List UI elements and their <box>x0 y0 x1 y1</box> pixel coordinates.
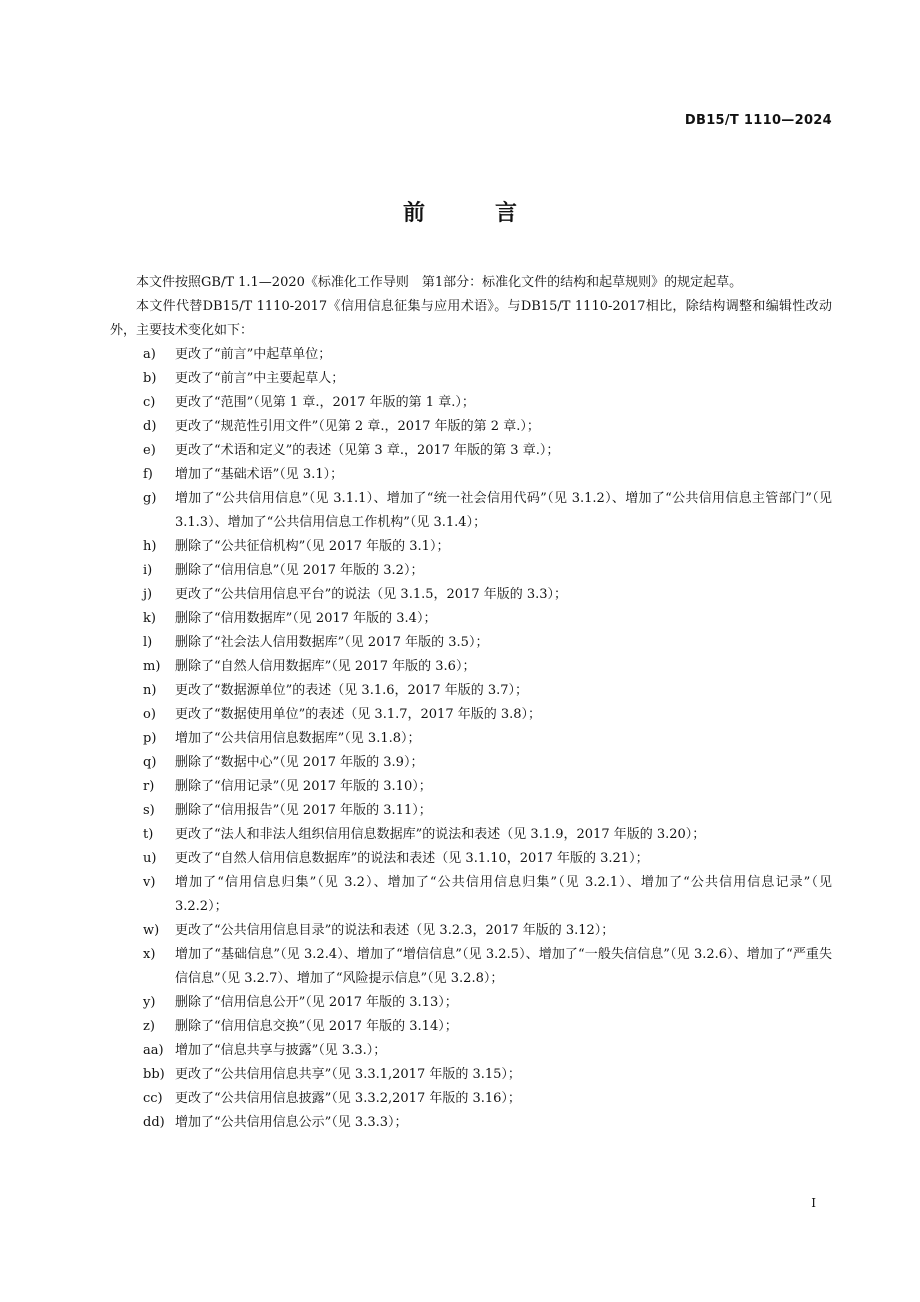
list-item <box>110 679 832 703</box>
list-item-text: 更改了“数据源单位”的表述（见 3.1.6，2017 年版的 3.7）； <box>175 683 529 698</box>
list-item-text: 删除了“公共征信机构”（见 2017 年版的 3.1）； <box>175 539 450 554</box>
list-item-text: 更改了“公共信用信息目录”的说法和表述（见 3.2.3，2017 年版的 3.12）； <box>175 923 615 938</box>
list-item-text: 增加了“信息共享与披露”（见 3.3.）； <box>175 1043 387 1058</box>
list-item <box>110 391 832 415</box>
list-item <box>110 1039 832 1063</box>
list-item <box>110 871 832 919</box>
list-item-text: 删除了“信用报告”（见 2017 年版的 3.11）； <box>175 803 432 818</box>
list-item-text: 增加了“公共信用信息公示”（见 3.3.3）； <box>175 1115 408 1130</box>
list-item <box>110 655 832 679</box>
list-item-marker: s) <box>143 803 155 818</box>
list-item-marker: f) <box>143 467 153 482</box>
list-item-text: 删除了“数据中心”（见 2017 年版的 3.9）； <box>175 755 424 770</box>
list-item-marker: b) <box>143 371 157 386</box>
list-item-marker: g) <box>143 491 157 506</box>
list-item-text: 更改了“范围”（见第 1 章.，2017 年版的第 1 章.）； <box>175 395 475 410</box>
list-item-marker: r) <box>143 779 155 794</box>
list-item-text: 增加了“公共信用信息数据库”（见 3.1.8）； <box>175 731 421 746</box>
list-item-marker: dd) <box>143 1115 165 1130</box>
list-item-text: 更改了“公共信用信息平台”的说法（见 3.1.5，2017 年版的 3.3）； <box>175 587 568 602</box>
list-item-marker: y) <box>143 995 156 1010</box>
list-item <box>110 1015 832 1039</box>
paragraph-drafting-basis: 本文件按照GB/T 1.1—2020《标准化工作导则 第1部分：标准化文件的结构和起草规则》的规定起草。 <box>136 275 743 290</box>
list-item <box>110 439 832 463</box>
list-item-marker: l) <box>143 635 153 650</box>
list-item <box>110 727 832 751</box>
list-item <box>110 1111 832 1135</box>
list-item-text: 增加了“基础信息”（见 3.2.4）、增加了“增信信息”（见 3.2.5）、增加了“一般失信信息”（见 3.2.6）、增加了“严重失信信息”（见 3.2.7）、增加了“风险提示信息”（见 3.2.8）； <box>175 947 832 986</box>
list-item-marker: o) <box>143 707 156 722</box>
list-item-text: 更改了“自然人信用信息数据库”的说法和表述（见 3.1.10，2017 年版的 3.21）； <box>175 851 649 866</box>
list-item <box>110 535 832 559</box>
list-item-marker: e) <box>143 443 156 458</box>
list-item <box>110 775 832 799</box>
list-item-text: 更改了“前言”中起草单位； <box>175 347 332 362</box>
list-item-text: 增加了“公共信用信息”（见 3.1.1）、增加了“统一社会信用代码”（见 3.1.2）、增加了“公共信用信息主管部门”（见 3.1.3）、增加了“公共信用信息工作机构”（见 3.1.4）； <box>175 491 832 530</box>
list-item-marker: x) <box>143 947 156 962</box>
document-body <box>110 271 832 1135</box>
list-item-marker: c) <box>143 395 156 410</box>
list-item-marker: z) <box>143 1019 155 1034</box>
list-item <box>110 943 832 991</box>
list-item <box>110 487 832 535</box>
list-item-marker: k) <box>143 611 156 626</box>
list-item-text: 更改了“公共信用信息共享”（见 3.3.1,2017 年版的 3.15）； <box>175 1067 521 1082</box>
list-item-text: 增加了“信用信息归集”（见 3.2）、增加了“公共信用信息归集”（见 3.2.1）、增加了“公共信用信息记录”（见 3.2.2）； <box>175 875 832 914</box>
list-item <box>110 1063 832 1087</box>
list-item-text: 删除了“信用信息”（见 2017 年版的 3.2）； <box>175 563 424 578</box>
list-item <box>110 607 832 631</box>
list-item-marker: q) <box>143 755 157 770</box>
list-item-marker: p) <box>143 731 157 746</box>
list-item <box>110 919 832 943</box>
list-item <box>110 583 832 607</box>
list-item <box>110 1087 832 1111</box>
list-item-marker: u) <box>143 851 157 866</box>
list-item-marker: v) <box>143 875 156 890</box>
paragraph-replacement-note: 本文件代替DB15/T 1110-2017《信用信息征集与应用术语》。与DB15/T 1110-2017相比，除结构调整和编辑性改动外，主要技术变化如下： <box>110 299 832 338</box>
list-item-marker: a) <box>143 347 156 362</box>
list-item-marker: n) <box>143 683 157 698</box>
list-item-marker: m) <box>143 659 161 674</box>
list-item-marker: i) <box>143 563 153 578</box>
list-item <box>110 703 832 727</box>
list-item-marker: bb) <box>143 1067 165 1082</box>
document-code: DB15/T 1110—2024 <box>684 113 832 128</box>
list-item-text: 增加了“基础术语”（见 3.1）； <box>175 467 344 482</box>
page-title: 前 言 <box>402 201 541 226</box>
changes-list <box>110 343 832 1135</box>
list-item-marker: w) <box>143 923 160 938</box>
list-item-text: 删除了“信用信息公开”（见 2017 年版的 3.13）； <box>175 995 458 1010</box>
list-item-text: 删除了“信用信息交换”（见 2017 年版的 3.14）； <box>175 1019 458 1034</box>
list-item-text: 更改了“规范性引用文件”（见第 2 章.，2017 年版的第 2 章.）； <box>175 419 540 434</box>
list-item-text: 更改了“公共信用信息披露”（见 3.3.2,2017 年版的 3.16）； <box>175 1091 521 1106</box>
list-item-text: 删除了“社会法人信用数据库”（见 2017 年版的 3.5）； <box>175 635 489 650</box>
list-item <box>110 415 832 439</box>
list-item <box>110 343 832 367</box>
list-item-text: 删除了“信用数据库”（见 2017 年版的 3.4）； <box>175 611 437 626</box>
list-item-marker: d) <box>143 419 157 434</box>
list-item <box>110 559 832 583</box>
list-item-text: 更改了“前言”中主要起草人； <box>175 371 345 386</box>
list-item-text: 删除了“信用记录”（见 2017 年版的 3.10）； <box>175 779 432 794</box>
list-item-marker: aa) <box>143 1043 164 1058</box>
list-item <box>110 367 832 391</box>
list-item <box>110 991 832 1015</box>
list-item <box>110 799 832 823</box>
list-item-marker: h) <box>143 539 157 554</box>
list-item-marker: j) <box>143 587 153 602</box>
list-item <box>110 751 832 775</box>
list-item <box>110 463 832 487</box>
list-item-text: 删除了“自然人信用数据库”（见 2017 年版的 3.6）； <box>175 659 476 674</box>
list-item-text: 更改了“法人和非法人组织信用信息数据库”的说法和表述（见 3.1.9，2017 年版的 3.20）； <box>175 827 706 842</box>
page-number: I <box>811 1196 816 1210</box>
list-item <box>110 823 832 847</box>
list-item-text: 更改了“数据使用单位”的表述（见 3.1.7，2017 年版的 3.8）； <box>175 707 542 722</box>
list-item-marker: cc) <box>143 1091 163 1106</box>
list-item <box>110 847 832 871</box>
list-item <box>110 631 832 655</box>
list-item-marker: t) <box>143 827 154 842</box>
list-item-text: 更改了“术语和定义”的表述（见第 3 章.，2017 年版的第 3 章.）； <box>175 443 560 458</box>
